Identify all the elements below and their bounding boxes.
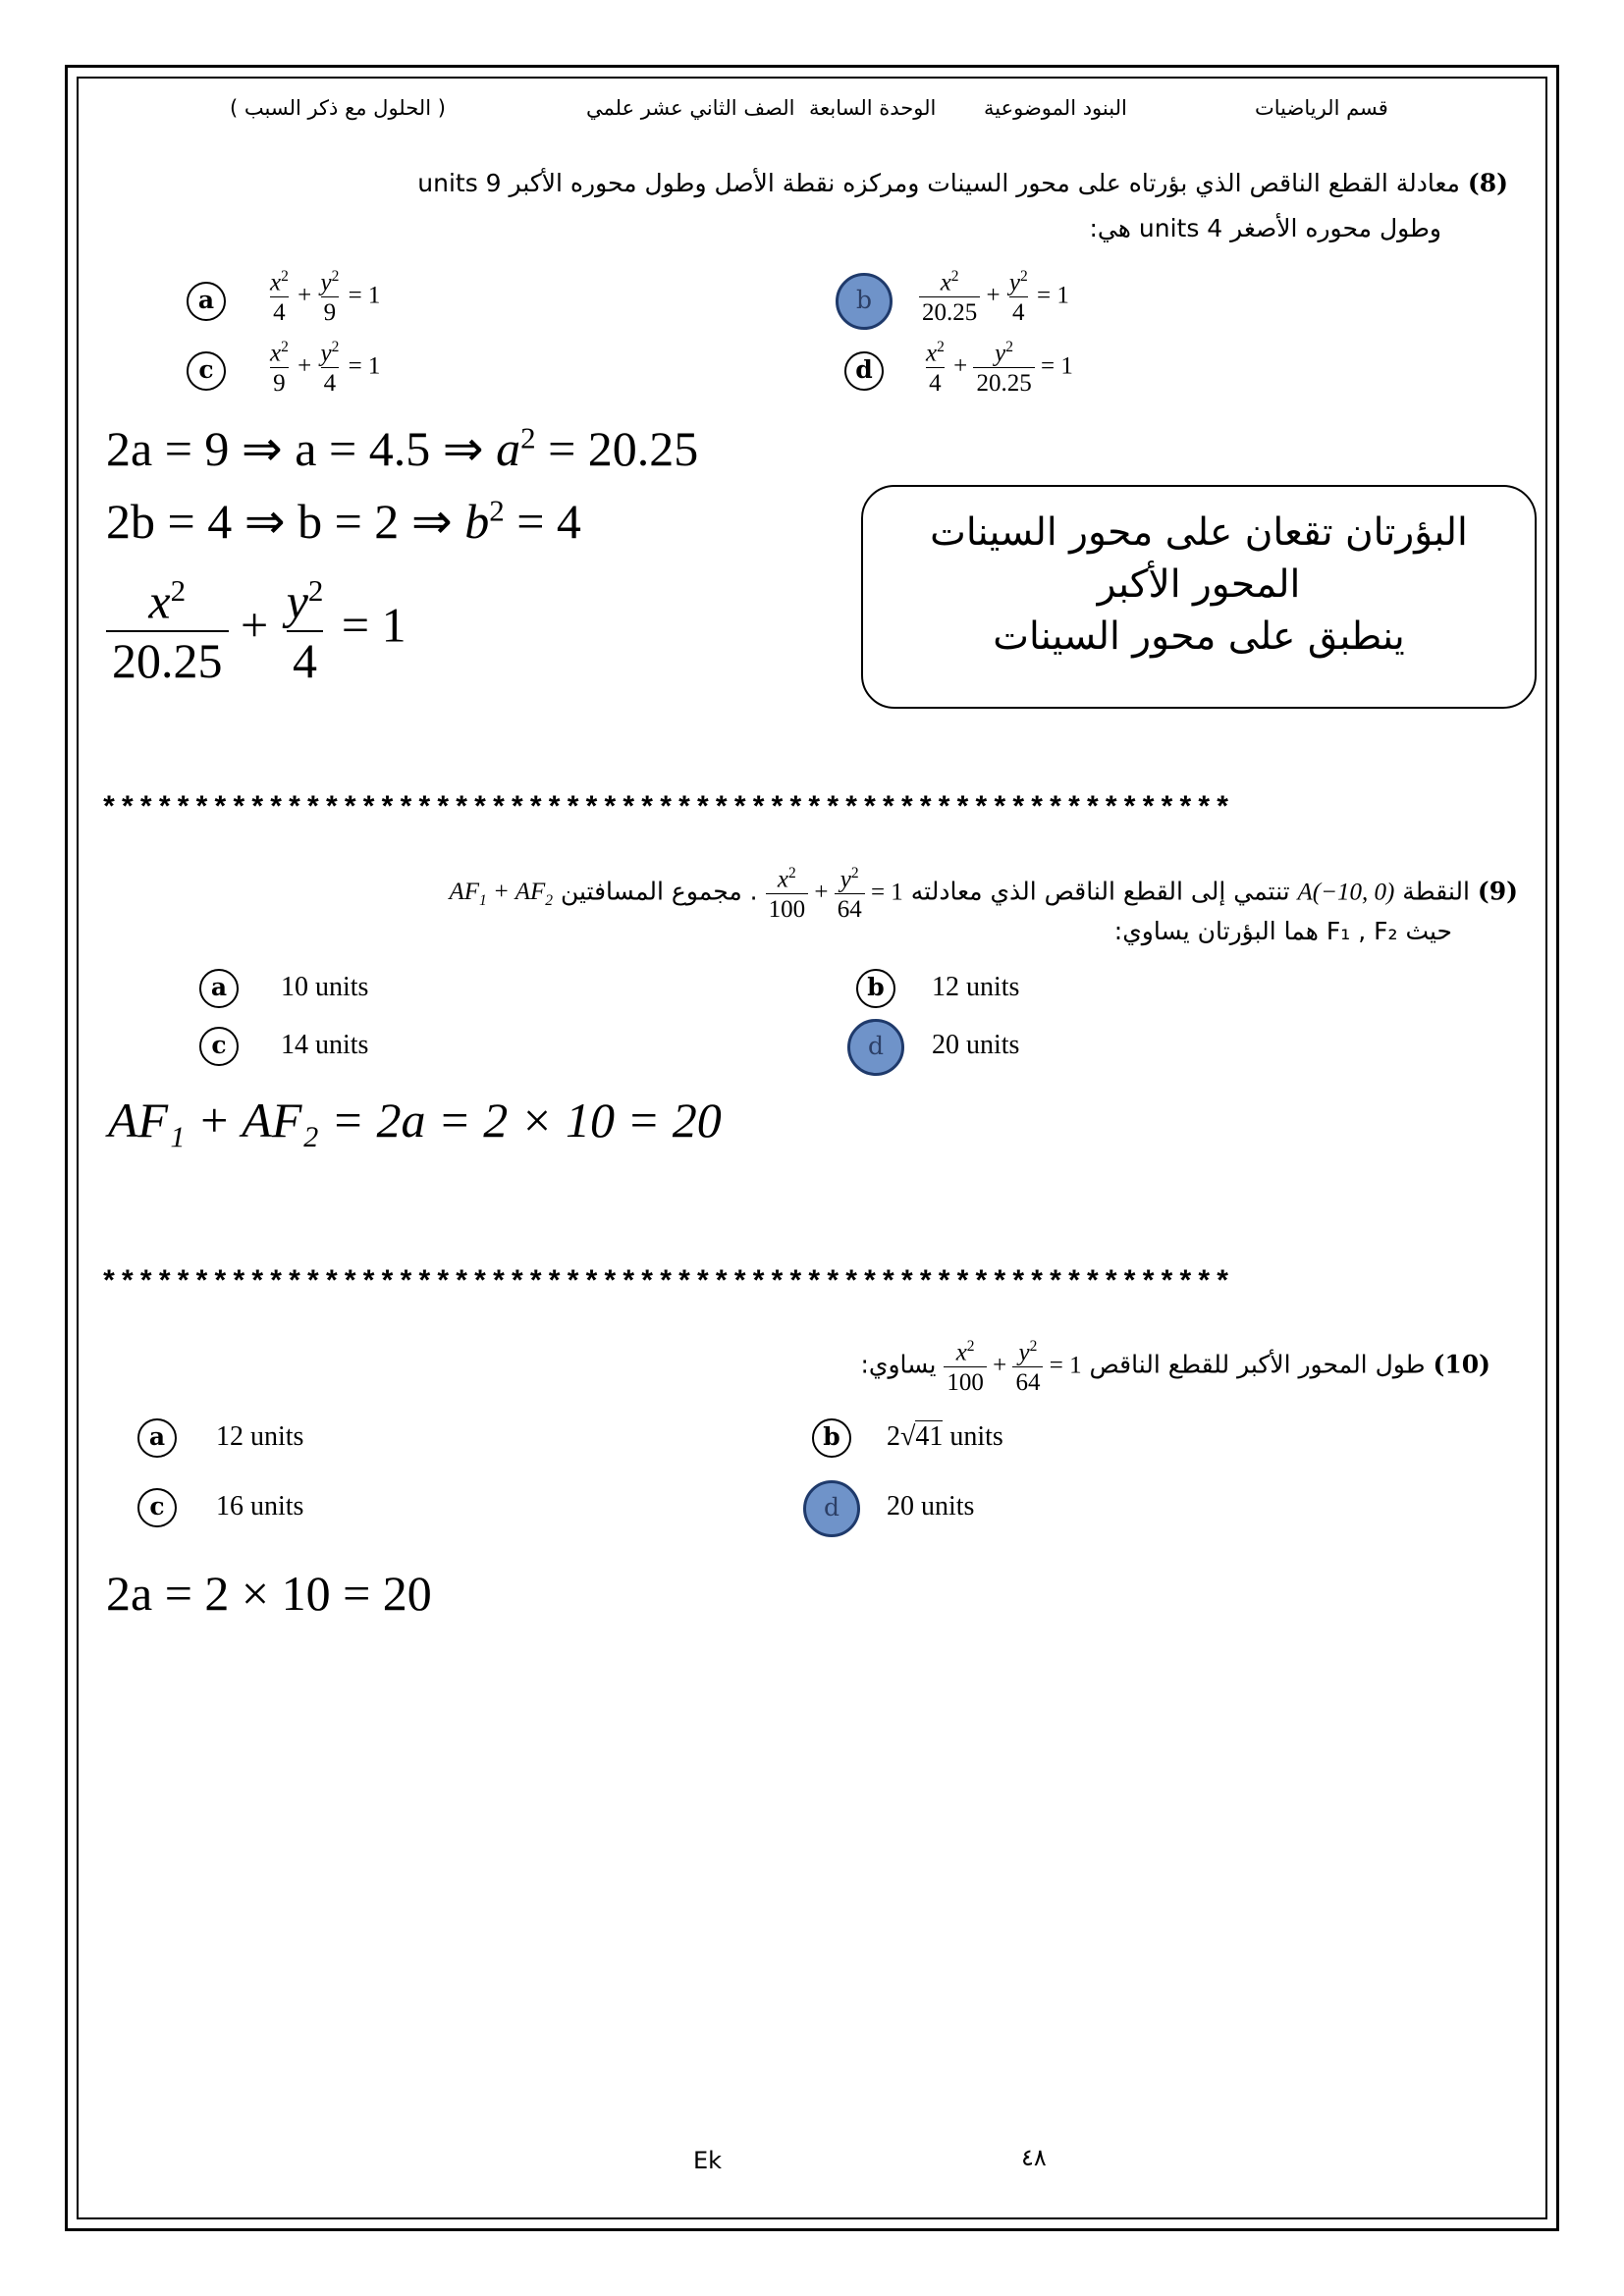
header-department: قسم الرياضيات	[1255, 96, 1388, 120]
q10-option-c-text[interactable]: 16 units	[216, 1491, 304, 1522]
q8-line2: وطول محوره الأصغر 4 units هي:	[1089, 214, 1441, 242]
q8-option-d-equation[interactable]: $\frac{x^2}{4}$ + $\frac{y^2}{20.25}$ = 1	[926, 339, 1073, 398]
q10-option-c-marker[interactable]: c	[137, 1488, 177, 1527]
separator: *************************************************************	[100, 1267, 1233, 1301]
q8-reason-note	[861, 485, 1537, 709]
q10-number: (10)	[1433, 1350, 1490, 1379]
q8-text-1: معادلة القطع الناقص الذي بؤرتاه على محور السينات ومركزه نقطة الأصل وطول محوره الأكبر 9 units	[417, 169, 1460, 197]
header-unit: الوحدة السابعة	[809, 96, 937, 120]
page-number: ٤٨	[1021, 2144, 1047, 2171]
q8-option-c-marker[interactable]: c	[187, 351, 226, 391]
q9-option-a-text[interactable]: 10 units	[281, 972, 369, 1002]
header-note: ( الحلول مع ذكر السبب )	[230, 96, 446, 120]
q8-option-b-equation[interactable]: $\frac{x^2}{20.25}$ + $\frac{y^2}{4}$ = 1	[919, 269, 1069, 325]
q9-option-c-marker[interactable]: c	[199, 1027, 239, 1066]
q8-option-c-equation[interactable]: $\frac{x^2}{9}$ + $\frac{y^2}{4}$ = 1	[270, 339, 381, 398]
q9-option-d-marker-selected[interactable]: d	[847, 1019, 904, 1076]
q9-option-a-marker[interactable]: a	[199, 969, 239, 1008]
q10-option-a-text[interactable]: 12 units	[216, 1421, 304, 1452]
separator: *************************************************************	[100, 793, 1233, 827]
note-line: البؤرتان تقعان على محور السينات	[930, 510, 1468, 555]
q8-number: (8)	[1467, 169, 1508, 197]
q9-option-c-text[interactable]: 14 units	[281, 1030, 369, 1060]
q9-line1: (9) النقطة A(−10, 0) تنتمي إلى القطع الناقص الذي معادلته $\frac{x^2}{100}$ + $\frac{y^2}{64}$ = 1 . مجموع المسافتين $AF_1 + AF_2$	[449, 865, 1518, 924]
q8-work-line3: $\frac{x^2}{20.25}$ + $\frac{y^2}{4}$ = 1	[106, 575, 406, 685]
q9-line2: حيث F₁ , F₂ هما البؤرتان يساوي:	[1113, 917, 1452, 945]
q8-line1	[417, 169, 1508, 197]
q9-option-b-text[interactable]: 12 units	[932, 972, 1020, 1002]
header-section: البنود الموضوعية	[984, 96, 1127, 120]
q8-option-a-marker[interactable]: a	[187, 282, 226, 321]
note-line: المحور الأكبر	[1097, 562, 1301, 607]
q8-work-line2: 2b = 4 ⇒ b = 2 ⇒ $b^2 = 4$	[106, 493, 581, 549]
q10-option-b-marker[interactable]: b	[812, 1418, 851, 1458]
header-grade: الصف الثاني عشر علمي	[586, 96, 795, 120]
q10-option-a-marker[interactable]: a	[137, 1418, 177, 1458]
q10-option-b-text[interactable]: 2√41 units	[887, 1421, 1003, 1452]
q8-option-a-equation[interactable]: $\frac{x^2}{4}$ + $\frac{y^2}{9}$ = 1	[270, 268, 381, 327]
q10-option-d-marker-selected[interactable]: d	[803, 1480, 860, 1537]
q9-work: AF₁ + AF₂ = 2a = 2 × 10 = 20	[108, 1093, 722, 1148]
q8-option-b-marker-selected[interactable]: b	[836, 273, 893, 330]
q9-option-d-text[interactable]: 20 units	[932, 1030, 1020, 1060]
q10-option-d-text[interactable]: 20 units	[887, 1491, 975, 1522]
q10-line1: (10) طول المحور الأكبر للقطع الناقص $\frac{x^2}{100}$ + $\frac{y^2}{64}$ = 1 يساوي:	[860, 1338, 1490, 1397]
q9-number: (9)	[1477, 877, 1518, 906]
q8-work-line1: 2a = 9 ⇒ a = 4.5 ⇒ $a^2 = 20.25$	[106, 420, 699, 476]
footer-author: Ek	[693, 2147, 723, 2174]
q8-option-d-marker[interactable]: d	[844, 351, 884, 391]
q9-option-b-marker[interactable]: b	[856, 969, 895, 1008]
note-line: ينطبق على محور السينات	[993, 614, 1405, 659]
q10-work: 2a = 2 × 10 = 20	[106, 1566, 432, 1621]
